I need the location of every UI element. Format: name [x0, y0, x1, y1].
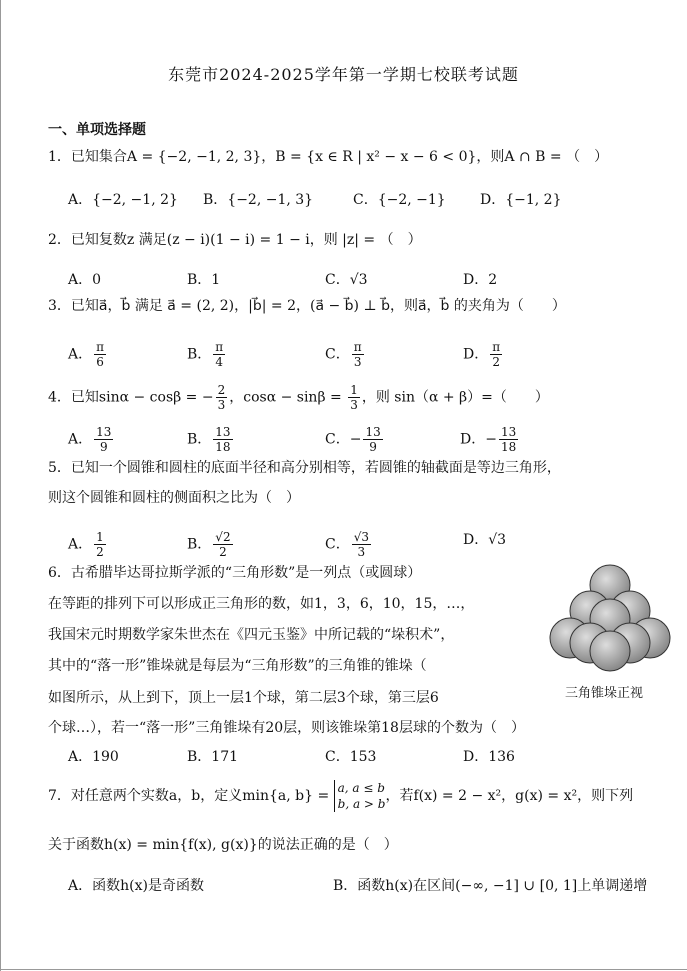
- sign: −: [485, 431, 497, 448]
- denominator: 9: [369, 440, 377, 454]
- denominator: 9: [99, 440, 108, 454]
- option-label: C．: [325, 346, 350, 363]
- q2-option-a: A．0: [68, 272, 102, 288]
- q3-stem: 3．已知a⃗，b⃗ 满足 a⃗ = (2, 2)，|b⃗| = 2，(a⃗ − b⃗) ⊥ b⃗，则a⃗，b⃗ 的夹角为（ ）: [48, 298, 566, 314]
- page-border: [0, 969, 687, 970]
- numerator: π: [96, 340, 105, 354]
- q6-line: 我国宋元时期数学家朱世杰在《四元玉鉴》中所记载的“垛积术”，: [48, 627, 455, 643]
- q6-option-c: C．153: [325, 749, 377, 765]
- fraction: [94, 530, 106, 559]
- fraction: [352, 530, 371, 559]
- denominator: 3: [357, 545, 366, 559]
- q7-option-b: B．函数h(x)在区间(−∞, −1] ∪ [0, 1]上单调递增: [333, 878, 648, 894]
- fraction: [213, 340, 225, 369]
- numerator: 13: [365, 425, 381, 439]
- option-label: D．: [460, 431, 486, 448]
- option-label: C．: [325, 536, 350, 553]
- q3-option-d: [463, 340, 504, 369]
- page-border: [0, 0, 1, 971]
- fraction: [213, 425, 232, 454]
- q7-text: 7．对任意两个实数a，b，定义min{a, b} =: [48, 788, 334, 804]
- fraction: [216, 383, 228, 412]
- q6-line: 个球…），若一“落一形”三角锥垛有20层，则该锥垛第18层球的个数为（ ）: [48, 720, 525, 736]
- numerator: √3: [353, 530, 369, 544]
- q5-option-b: [187, 530, 235, 559]
- q6-line: 如图所示，从上到下，顶上一层1个球，第二层3个球，第三层6: [48, 690, 439, 706]
- q5-option-d: [463, 530, 506, 550]
- q2-stem: 2．已知复数z 满足(z − i)(1 − i) = 1 − i，则 |z| = （ ）: [48, 232, 422, 248]
- fraction: [363, 425, 382, 454]
- numerator: 1: [350, 383, 358, 397]
- q3-option-b: [187, 340, 227, 369]
- q3-option-a: [68, 340, 108, 369]
- q5-line-2: 则这个圆锥和圆柱的侧面积之比为（ ）: [48, 490, 300, 506]
- section-heading: 一、单项选择题: [48, 122, 146, 138]
- q4-option-c: [325, 425, 385, 454]
- q6-option-a: A．190: [68, 749, 119, 765]
- numerator: 13: [215, 425, 231, 439]
- numerator: 13: [96, 425, 112, 439]
- q5-option-a: [68, 530, 108, 559]
- q4-option-d: [460, 425, 520, 454]
- option-label: A．: [68, 431, 93, 448]
- case: b, a > b: [337, 797, 386, 811]
- option-label: D．: [463, 346, 489, 363]
- option-label: B．: [187, 346, 212, 363]
- option-label: A．: [68, 536, 93, 553]
- figure-caption: 三角锥垛正视: [565, 686, 644, 701]
- denominator: 3: [350, 398, 358, 412]
- fraction: [490, 340, 502, 369]
- fraction: [94, 340, 106, 369]
- q6-option-b: B．171: [187, 749, 239, 765]
- q7-stem: [48, 780, 633, 812]
- q3-option-c: [325, 340, 366, 369]
- sign: −: [349, 431, 362, 448]
- q4-text: ，则 sin（α + β）=（ ）: [361, 389, 549, 406]
- q6-line: 在等距的排列下可以形成正三角形的数，如1，3，6，10，15，…，: [48, 596, 475, 612]
- option-label: B．: [187, 536, 212, 553]
- sphere-pyramid-figure: [545, 563, 675, 673]
- q1-option-b: B．{−2, −1, 3}: [203, 192, 314, 208]
- denominator: 4: [215, 355, 224, 369]
- numerator: π: [492, 340, 501, 354]
- q5-line-1: 5．已知一个圆锥和圆柱的底面半径和高分别相等，若圆锥的轴截面是等边三角形，: [48, 460, 561, 476]
- piecewise-cases: [334, 780, 386, 812]
- numerator: π: [215, 340, 224, 354]
- denominator: 2: [219, 545, 227, 559]
- q1-stem: 1．已知集合A = {−2, −1, 2, 3}，B = {x ∈ R | x² − x − 6 < 0}，则A ∩ B = （ ）: [48, 149, 609, 165]
- case: a, a ≤ b: [337, 781, 385, 795]
- fraction: [348, 383, 360, 412]
- q6-option-d: D．136: [463, 749, 515, 765]
- q2-option-d: D．2: [463, 272, 498, 288]
- numerator: π: [353, 340, 362, 354]
- q1-option-a: A．{−2, −1, 2}: [68, 192, 178, 208]
- page-title: 东莞市2024-2025学年第一学期七校联考试题: [168, 65, 519, 84]
- q2-option-b: B．1: [187, 272, 221, 288]
- q1-option-d: D．{−1, 2}: [480, 192, 562, 208]
- denominator: 3: [353, 355, 362, 369]
- q7-option-a: A．函数h(x)是奇函数: [68, 878, 204, 894]
- option-value: √3: [488, 532, 507, 548]
- numerator: √2: [215, 530, 231, 544]
- q4-option-b: [187, 425, 235, 454]
- numerator: 1: [96, 530, 104, 544]
- fraction: [94, 425, 113, 454]
- denominator: 18: [500, 440, 517, 454]
- fraction: [213, 530, 232, 559]
- q7-text: ，若f(x) = 2 − x²，g(x) = x²，则下列: [385, 788, 634, 804]
- q4-text: 4．已知sinα − cosβ = −: [48, 389, 214, 406]
- numerator: 2: [217, 383, 226, 397]
- denominator: 2: [96, 545, 104, 559]
- option-label: B．: [187, 431, 212, 448]
- denominator: 18: [215, 440, 231, 454]
- option-label: C．: [325, 431, 350, 448]
- fraction: [352, 340, 364, 369]
- option-label: D．: [463, 532, 489, 548]
- q7-line-2: 关于函数h(x) = min{f(x), g(x)}的说法正确的是（ ）: [48, 837, 398, 853]
- q4-stem: [48, 383, 549, 412]
- option-label: A．: [68, 346, 93, 363]
- q1-option-c: C．{−2, −1}: [353, 192, 446, 208]
- numerator: 13: [500, 425, 517, 439]
- q5-option-c: [325, 530, 373, 559]
- fraction: [499, 425, 518, 454]
- q2-option-c: C．√3: [325, 272, 368, 288]
- denominator: 3: [217, 398, 226, 412]
- q6-line: 6．古希腊毕达哥拉斯学派的“三角形数”是一列点（或圆球）: [48, 565, 422, 581]
- q6-line: 其中的“落一形”锥垛就是每层为“三角形数”的三角锥的锥垛（: [48, 658, 427, 674]
- q4-text: ，cosα − sinβ =: [229, 389, 347, 406]
- denominator: 2: [492, 355, 500, 369]
- q4-option-a: [68, 425, 115, 454]
- denominator: 6: [96, 355, 104, 369]
